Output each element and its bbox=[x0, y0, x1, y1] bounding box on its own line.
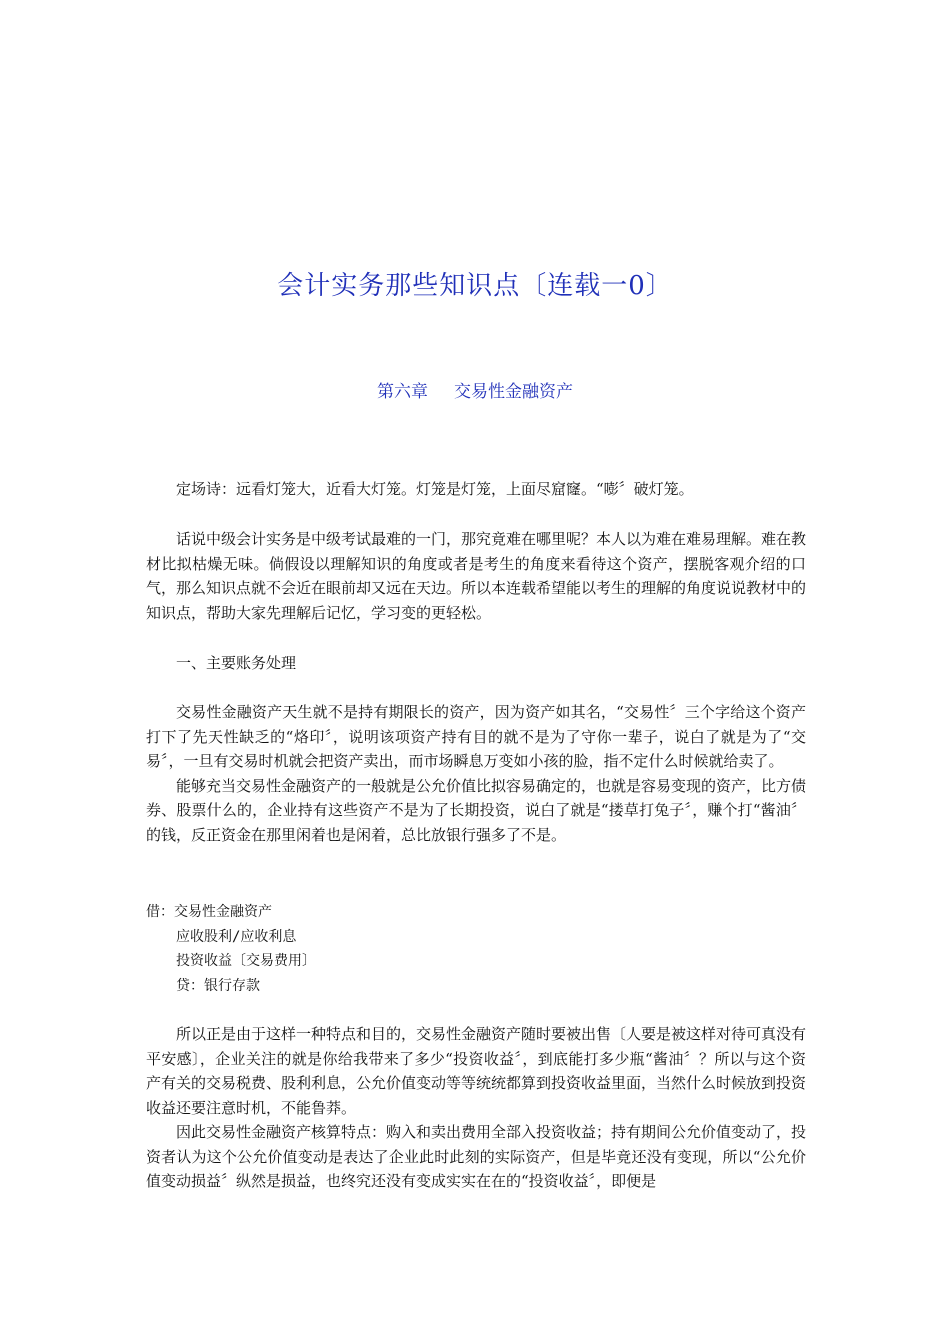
nature-paragraph-1: 交易性金融资产天生就不是持有期限长的资产，因为资产如其名，“交易性〞三个字给这个资产打下了先天性缺乏的“烙印〞，说明该项资产持有目的就不是为了守你一辈子，说白了就是为了“交易〞，一旦有交易时机就会把资产卖出，而市场瞬息万变如小孩的脸，指不定什么时候就给卖了。 bbox=[146, 703, 806, 770]
chapter-name: 交易性金融资产 bbox=[454, 382, 573, 402]
section-heading: 一、主要账务处理 bbox=[176, 654, 297, 672]
journal-line-2: 应收股利/应收利息 bbox=[176, 928, 297, 945]
poem-block bbox=[146, 477, 806, 502]
after-paragraph-2: 因此交易性金融资产核算特点：购入和卖出费用全部入投资收益；持有期间公允价值变动了，投资者认为这个公允价值变动是表达了企业此时此刻的实际资产，但是毕竟还没有变现，所以“公允价值变动损益〞纵然是损益，也终究还没有变成实实在在的“投资收益〞，即便是 bbox=[146, 1123, 807, 1190]
intro-paragraph: 话说中级会计实务是中级考试最难的一门，那究竟难在哪里呢？本人以为难在难易理解。难在教材比拟枯燥无味。倘假设以理解知识的角度或者是考生的角度来看待这个资产，摆脱客观介绍的口气，那么知识点就不会近在眼前却又远在天边。所以本连载希望能以考生的理解的角度说说教材中的知识点，帮助大家先理解后记忆，学习变的更轻松。 bbox=[146, 530, 807, 622]
chapter-heading bbox=[0, 378, 950, 406]
journal-entry bbox=[146, 900, 546, 998]
section-heading-block bbox=[146, 651, 806, 676]
journal-credit-line: 贷：银行存款 bbox=[176, 977, 260, 994]
journal-debit-line: 借：交易性金融资产 bbox=[146, 904, 272, 920]
after-paragraph-1: 所以正是由于这样一种特点和目的，交易性金融资产随时要被出售〔人要是被这样对待可真没有平安感〕，企业关注的就是你给我带来了多少“投资收益〞，到底能打多少瓶“酱油〞？所以与这个资产有关的交易税费、股利利息，公允价值变动等等统统都算到投资收益里面，当然什么时候放到投资收益还要注意时机，不能鲁莽。 bbox=[146, 1025, 807, 1117]
after-block bbox=[146, 1022, 806, 1194]
chapter-number: 第六章 bbox=[377, 382, 428, 402]
nature-paragraph-2: 能够充当交易性金融资产的一般就是公允价值比拟容易确定的，也就是容易变现的资产，比方债券、股票什么的，企业持有这些资产不是为了长期投资，说白了就是“搂草打兔子〞，赚个打“酱油〞的钱，反正资金在那里闲着也是闲着，总比放银行强多了不是。 bbox=[146, 776, 807, 844]
document-title: 会计实务那些知识点〔连载一0〕 bbox=[277, 271, 673, 301]
journal-line-3: 投资收益〔交易费用〕 bbox=[176, 953, 316, 969]
nature-block bbox=[146, 700, 806, 847]
intro-block bbox=[146, 527, 806, 625]
poem-paragraph: 定场诗：远看灯笼大，近看大灯笼。灯笼是灯笼，上面尽窟窿。“嘭〞破灯笼。 bbox=[176, 480, 694, 498]
